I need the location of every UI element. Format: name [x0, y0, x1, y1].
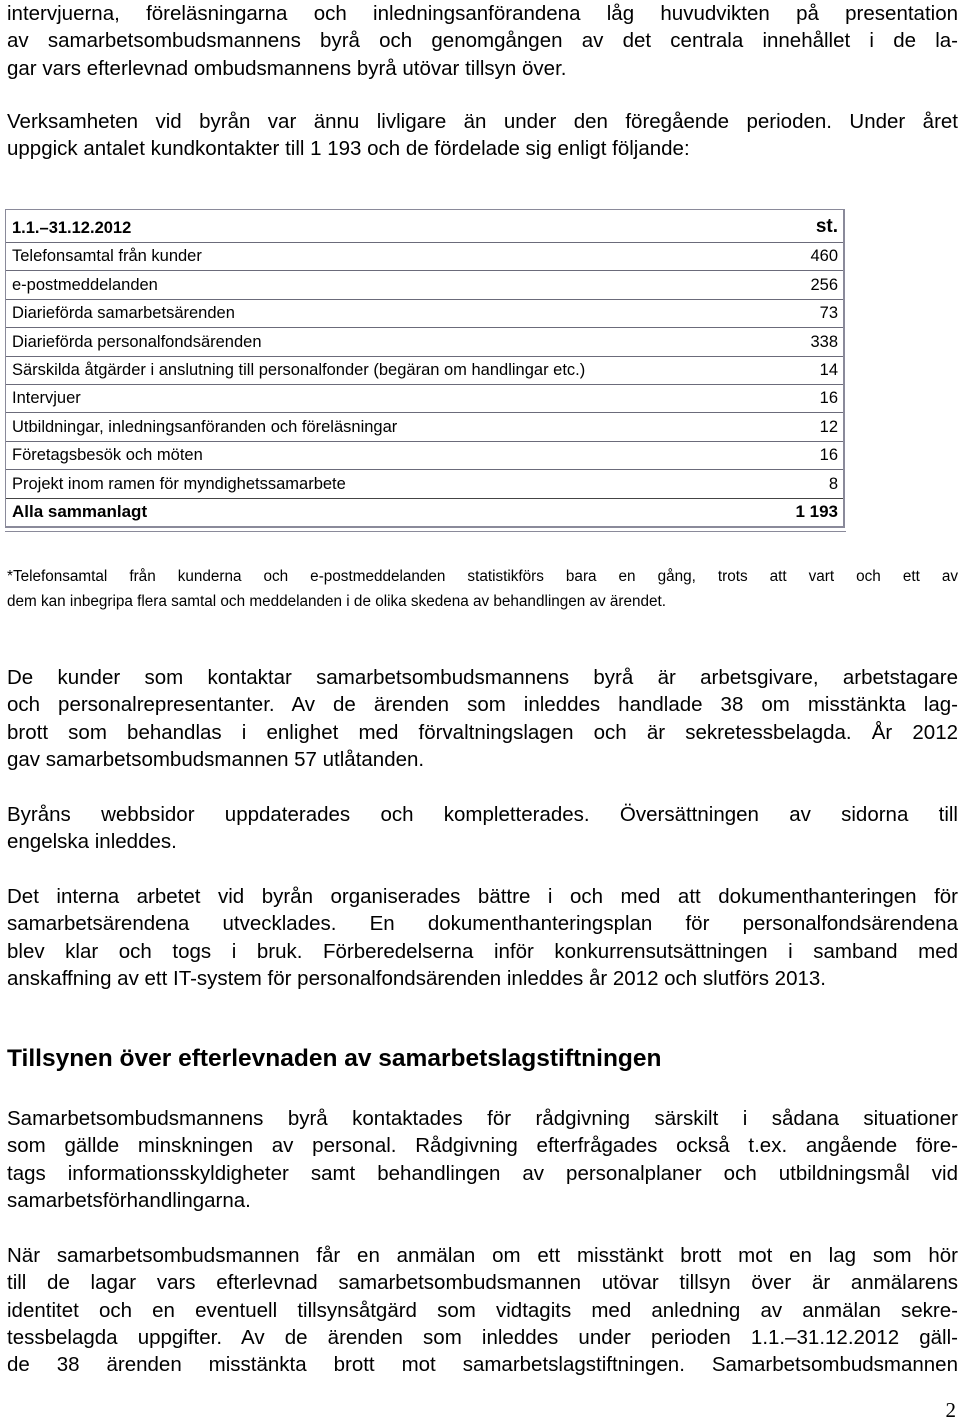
text-line: anskaffning av ett IT-system för personalfondsärenden inleddes år 2012 och slutförs 2013. [7, 966, 826, 990]
row-value: 460 [810, 247, 838, 266]
section-heading: Tillsynen över efterlevnaden av samarbetslagstiftningen [7, 1045, 662, 1072]
page-number: 2 [945, 1398, 956, 1422]
row-value: 14 [819, 360, 838, 379]
text-line: brott som behandlas i enlighet med förvaltningslagen och är sekretessbelagda. År 2012 [7, 720, 958, 744]
table-row [6, 441, 843, 469]
text-line: gav samarbetsombudsmannen 57 utlåtanden. [7, 747, 425, 771]
table-header-row [6, 210, 843, 242]
table-total-row [6, 498, 843, 526]
text-line: När samarbetsombudsmannen får en anmälan om ett misstänkt brott mot en lag som hör [7, 1244, 958, 1267]
text-line: identitet och en eventuell tillsynsåtgärd som vidtagits med anledning av anmälan sekre- [7, 1298, 958, 1322]
text-line: och personalrepresentanter. Av de ärenden som inleddes handlade 38 om misstänkta lag- [7, 693, 958, 717]
text-line: De kunder som kontaktar samarbetsombudsmannens byrå är arbetsgivare, arbetstagare [7, 666, 958, 689]
table-double-rule [5, 528, 846, 532]
intro-paragraph [7, 0, 958, 82]
row-value: 256 [810, 275, 838, 294]
contacts-table [5, 209, 845, 532]
unit-header: st. [815, 216, 838, 237]
table-row [6, 469, 843, 497]
table-row [6, 412, 843, 440]
period-header: 1.1.–31.12.2012 [12, 219, 132, 237]
row-label: Utbildningar, inledningsanföranden och föreläsningar [12, 417, 398, 436]
total-value: 1 193 [795, 501, 838, 521]
text-line: som gällde minskningen av personal. Rådgivning efterfrågades också t.ex. angående före- [7, 1134, 958, 1158]
text-line: tags informationsskyldigheter samt behandlingen av personalplaner och utbildningsmål vid [7, 1161, 958, 1185]
text-line: blev klar och togs i bruk. Förberedelserna inför konkurrensutsättningen i samband med [7, 939, 958, 963]
text-line: Verksamheten vid byrån var ännu livligare än under den föregående perioden. Under året [7, 110, 958, 133]
advice-paragraph [7, 1105, 958, 1214]
row-label: Diarieförda samarbetsärenden [12, 304, 235, 323]
text-line: till de lagar vars efterlevnad samarbetsombudsmannen utövar tillsyn över är anmälarens [7, 1271, 958, 1295]
row-value: 16 [819, 389, 838, 408]
website-paragraph [7, 801, 958, 856]
text-line: tessbelagda uppgifter. Av de ärenden som inleddes under perioden 1.1.–31.12.2012 gäll- [7, 1325, 958, 1349]
row-value: 12 [819, 417, 838, 436]
table-row [6, 242, 843, 270]
row-label: Intervjuer [12, 389, 81, 408]
internal-work-paragraph [7, 883, 958, 992]
table-row [6, 327, 843, 355]
text-line: intervjuerna, föreläsningarna och inledningsanförandena låg huvudvikten på presentation [7, 2, 958, 25]
reports-paragraph [7, 1242, 958, 1378]
customers-paragraph [7, 664, 958, 773]
row-value: 73 [819, 304, 838, 323]
row-label: Telefonsamtal från kunder [12, 247, 202, 266]
table-row [6, 384, 843, 412]
total-label: Alla sammanlagt [12, 501, 148, 521]
table-row [6, 270, 843, 298]
text-line: samarbetsärendena utvecklades. En dokumenthanteringsplan för personalfondsärendena [7, 912, 958, 936]
table-row [6, 356, 843, 384]
text-line: Det interna arbetet vid byrån organiserades bättre i och med att dokumenthanteringen för [7, 885, 958, 908]
text-line: Byråns webbsidor uppdaterades och kompletterades. Översättningen av sidorna till [7, 803, 958, 826]
text-line: gar vars efterlevnad ombudsmannens byrå utövar tillsyn över. [7, 56, 567, 80]
text-line: samarbetsförhandlingarna. [7, 1188, 251, 1212]
row-label: Projekt inom ramen för myndighetssamarbete [12, 474, 346, 493]
row-value: 338 [810, 332, 838, 351]
text-line: av samarbetsombudsmannens byrå och genomgången av det centrala innehållet i de la- [7, 29, 958, 53]
activity-paragraph [7, 108, 958, 163]
text-line: dem kan inbegripa flera samtal och meddelanden i de olika skedena av behandlingen av ärendet. [7, 592, 667, 610]
text-line: *Telefonsamtal från kunderna och e-postmeddelanden statistikförs bara en gång, trots att vart och ett av [7, 568, 958, 585]
text-line: de 38 ärenden misstänkta brott mot samarbetslagstiftningen. Samarbetsombudsmannen [7, 1353, 958, 1377]
text-line: uppgick antalet kundkontakter till 1 193 och de fördelade sig enligt följande: [7, 137, 690, 161]
row-label: Särskilda åtgärder i anslutning till personalfonder (begäran om handlingar etc.) [12, 360, 586, 379]
row-label: Företagsbesök och möten [12, 446, 203, 465]
text-line: engelska inleddes. [7, 830, 177, 854]
text-line: Samarbetsombudsmannens byrå kontaktades för rådgivning särskilt i sådana situationer [7, 1107, 958, 1130]
row-value: 16 [819, 446, 838, 465]
row-label: e-postmeddelanden [12, 275, 158, 294]
row-label: Diarieförda personalfondsärenden [12, 332, 262, 351]
table-footnote [7, 565, 958, 614]
row-value: 8 [828, 474, 838, 493]
table-row [6, 299, 843, 327]
